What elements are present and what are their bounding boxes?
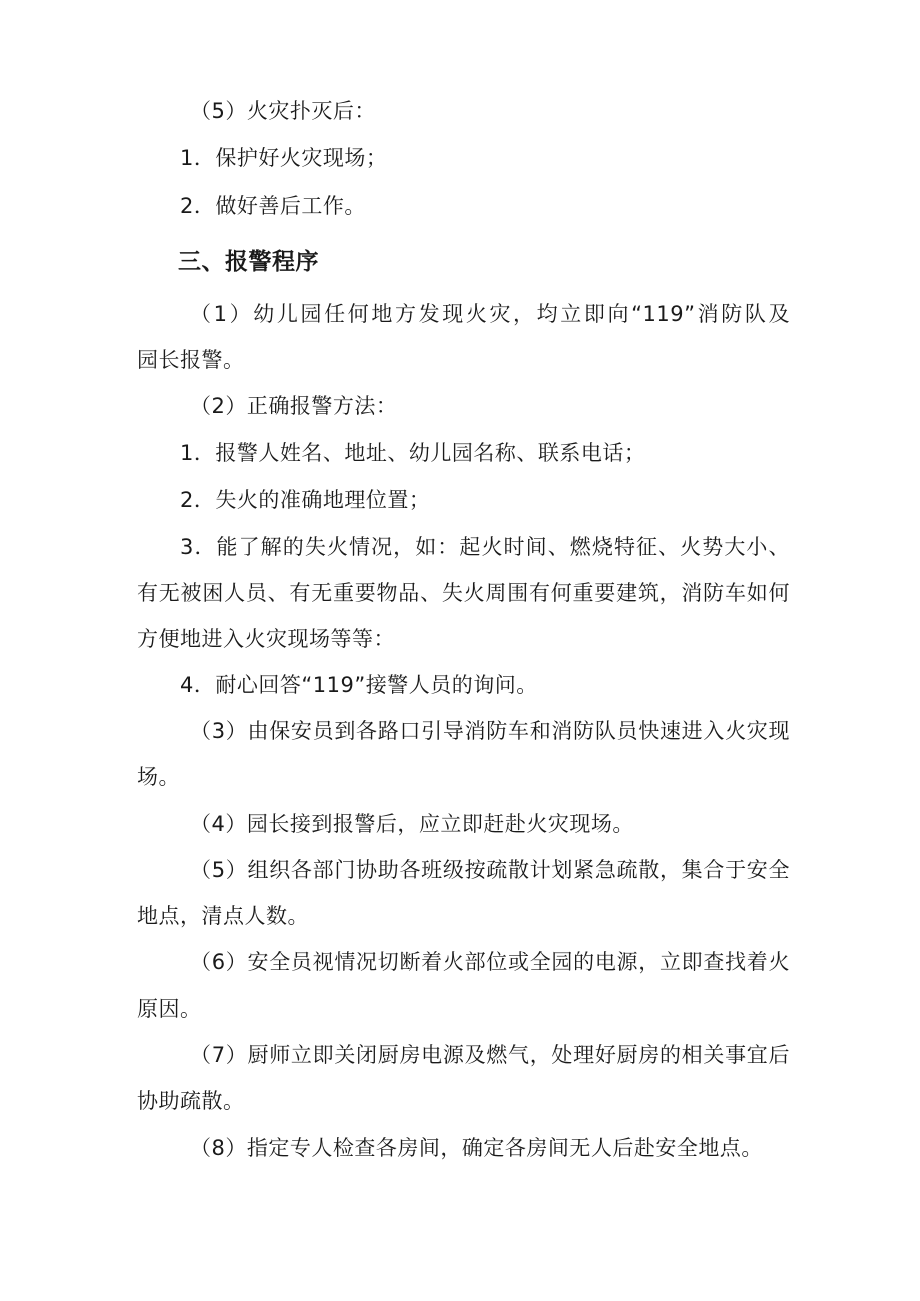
item-3-guide-trucks: （3）由保安员到各路口引导消防车和消防队员快速进入火灾现 bbox=[190, 719, 790, 743]
list-item-2-aftermath: 2．做好善后工作。 bbox=[180, 194, 366, 218]
item-1-report-fire: （1）幼儿园任何地方发现火灾，均立即向“119”消防队及 bbox=[190, 302, 790, 326]
list-item-3-fire-situation-cont2: 方便地进入火灾现场等等： bbox=[137, 627, 395, 651]
item-5-evacuate-cont: 地点，清点人数。 bbox=[137, 904, 309, 928]
item-6-cut-power: （6）安全员视情况切断着火部位或全园的电源，立即查找着火 bbox=[190, 950, 790, 974]
section-heading-alarm-procedure: 三、报警程序 bbox=[178, 249, 319, 275]
list-item-3-fire-situation-cont1: 有无被困人员、有无重要物品、失火周围有何重要建筑，消防车如何 bbox=[137, 581, 790, 605]
item-7-kitchen: （7）厨师立即关闭厨房电源及燃气，处理好厨房的相关事宜后 bbox=[190, 1043, 790, 1067]
item-5-fire-extinguished: （5）火灾扑灭后： bbox=[190, 99, 376, 123]
list-item-1-protect-scene: 1．保护好火灾现场； bbox=[180, 146, 388, 170]
list-item-3-fire-situation: 3．能了解的失火情况，如：起火时间、燃烧特征、火势大小、 bbox=[180, 535, 790, 559]
item-3-guide-trucks-cont: 场。 bbox=[137, 765, 180, 789]
list-item-1-caller-info: 1．报警人姓名、地址、幼儿园名称、联系电话； bbox=[180, 441, 646, 465]
item-1-report-fire-cont: 园长报警。 bbox=[137, 348, 245, 372]
item-7-kitchen-cont: 协助疏散。 bbox=[137, 1089, 245, 1113]
item-2-correct-method: （2）正确报警方法： bbox=[190, 394, 398, 418]
item-5-evacuate: （5）组织各部门协助各班级按疏散计划紧急疏散，集合于安全 bbox=[190, 858, 790, 882]
item-8-check-rooms: （8）指定专人检查各房间，确定各房间无人后赴安全地点。 bbox=[190, 1136, 763, 1160]
item-4-director-rushes: （4）园长接到报警后，应立即赶赴火灾现场。 bbox=[190, 812, 634, 836]
item-6-cut-power-cont: 原因。 bbox=[137, 997, 202, 1021]
list-item-2-location: 2．失火的准确地理位置； bbox=[180, 488, 431, 512]
list-item-4-answer-questions: 4．耐心回答“119”接警人员的询问。 bbox=[180, 673, 538, 697]
